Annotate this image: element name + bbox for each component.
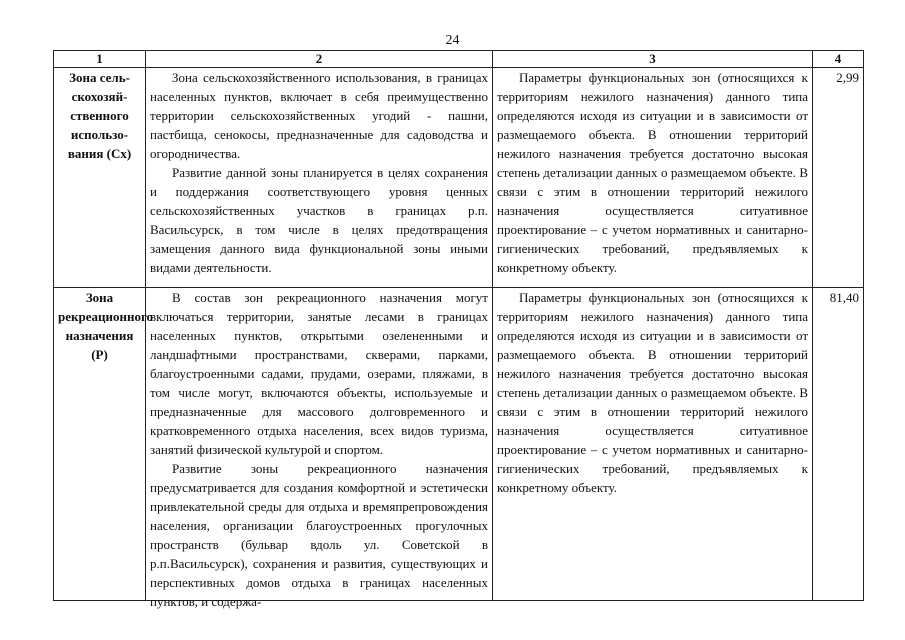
column-header-3: 3 (493, 51, 813, 68)
table-header-row (54, 51, 864, 68)
page-number: 24 (445, 33, 460, 48)
table-row (54, 68, 864, 288)
description-paragraph: Развитие данной зоны планируется в целях сохранения и поддержания соответствующего уровня ценных сельскохозяйственных участков в границах р.п. Васильсурск, в том числе в целях предотвращения замещения данного вида функциональной зоны иными видами деятельности. (150, 165, 488, 275)
zone-description-cell (146, 288, 493, 609)
zone-parameters-cell (493, 68, 813, 288)
column-header-4: 4 (813, 51, 864, 68)
zone-area-value: 2,99 (836, 70, 859, 85)
zone-description-cell (146, 68, 493, 288)
zone-area-value: 81,40 (829, 290, 859, 305)
zone-parameters-cell (493, 288, 813, 601)
description-paragraph: Развитие зоны рекреационного назначения предусматривается для создания комфортной и эстетически привлекательной среды для отдыха и времяпрепровождения населения, организации благоустроенных прогулочных пространств (бульвар вдоль ул. Советской в р.п.Васильсурск), сохранения и развития, существующих и перспективных домов отдыха в границах населенных пунктов, и содержа- (150, 461, 488, 609)
column-header-2: 2 (146, 51, 493, 68)
parameters-paragraph: Параметры функциональных зон (относящихся к территориям нежилого назначения) данного типа определяются исходя из ситуации и в зависимости от размещаемого объекта. В отношении территорий нежилого назначения требуется достаточно высокая степень детализации данных о размещаемом объекте. В связи с этим в отношении территорий нежилого назначения осуществляется ситуативное проектирование – с учетом нормативных и санитарно-гигиенических требований, предъявляемых к конкретному объекту. (497, 290, 808, 495)
parameters-paragraph: Параметры функциональных зон (относящихся к территориям нежилого назначения) данного типа определяются исходя из ситуации и в зависимости от размещаемого объекта. В отношении территорий нежилого назначения требуется достаточно высокая степень детализации данных о размещаемом объекте. В связи с этим в отношении территорий нежилого назначения осуществляется ситуативное проектирование – с учетом нормативных и санитарно-гигиенических требований, предъявляемых к конкретному объекту. (497, 70, 808, 275)
functional-zones-table (53, 50, 864, 609)
description-paragraph: В состав зон рекреационного назначения могут включаться территории, занятые лесами в границах населенных пунктов, открытыми озелененными и ландшафтными пространствами, скверами, парками, благоустроенными садами, прудами, озерами, пляжами, в том числе могут, включаются объекты, используемые и предназначенные для массового долговременного и кратковременного отдыха населения, всех видов туризма, занятий физической культурой и спортом. (150, 290, 488, 457)
zone-area-cell (813, 68, 864, 288)
zone-name-cell (54, 288, 154, 601)
zone-name: Зона сель-скохозяй-ственного использо-вания (Сх) (67, 70, 132, 161)
table-row (54, 288, 864, 601)
zone-name-cell (54, 68, 146, 288)
column-header-1: 1 (54, 51, 146, 68)
description-paragraph: Зона сельскохозяйственного использования, в границах населенных пунктов, включает в себя преимущественно территории сельскохозяйственных угодий - пашни, пастбища, сенокосы, предназначенные для садоводства и огородничества. (150, 70, 488, 161)
zone-name: Зона рекреационного назначения (Р) (58, 290, 154, 362)
zone-area-cell (813, 288, 864, 601)
